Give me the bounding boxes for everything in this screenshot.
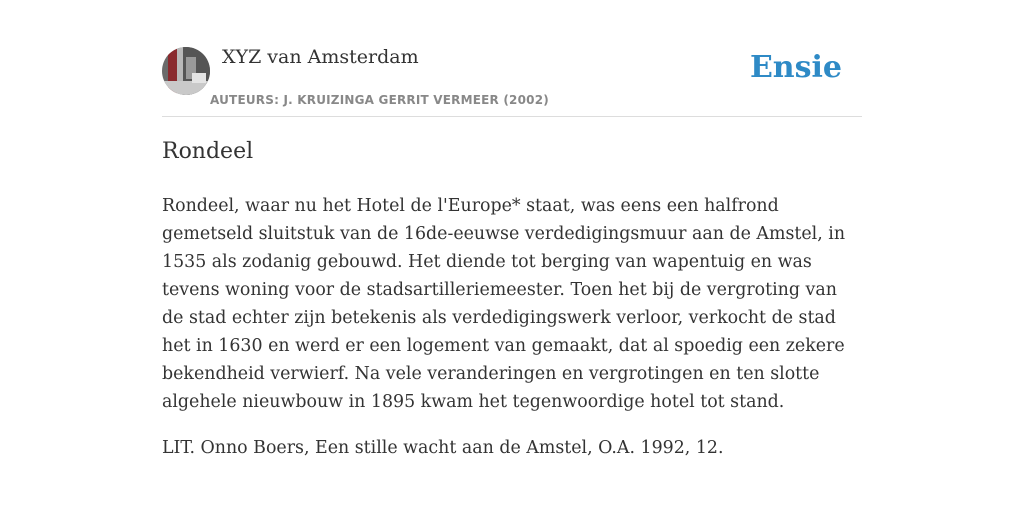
- ensie-logo[interactable]: Ensie: [749, 50, 842, 85]
- source-title-link[interactable]: XYZ van Amsterdam: [222, 46, 419, 68]
- authors-line: AUTEURS: J. KRUIZINGA GERRIT VERMEER (2002): [210, 93, 549, 107]
- entry-title: Rondeel: [162, 139, 254, 164]
- source-avatar[interactable]: [162, 47, 210, 95]
- literature-reference: LIT. Onno Boers, Een stille wacht aan de Amstel, O.A. 1992, 12.: [162, 438, 724, 458]
- entry-paragraph: Rondeel, waar nu het Hotel de l'Europe* staat, was eens een halfrond gemetseld sluitstuk van de 16de-eeuwse verdedigingsmuur aan de Amstel, in 1535 als zodanig gebouwd. Het diende tot berging van wapentuig en was tevens woning voor de stadsartilleriemeester. Toen het bij de vergroting van de stad echter zijn betekenis als verdedigingswerk verloor, verkocht de stad het in 1630 en werd er een logement van gemaakt, dat al spoedig een zekere bekendheid verwierf. Na vele veranderingen en vergrotingen en ten slotte algehele nieuwbouw in 1895 kwam het tegenwoordige hotel tot stand.: [162, 196, 846, 412]
- avatar-image-part: [192, 73, 206, 83]
- header: [162, 40, 862, 117]
- entry-body: [162, 192, 862, 480]
- avatar-image-part: [162, 81, 210, 95]
